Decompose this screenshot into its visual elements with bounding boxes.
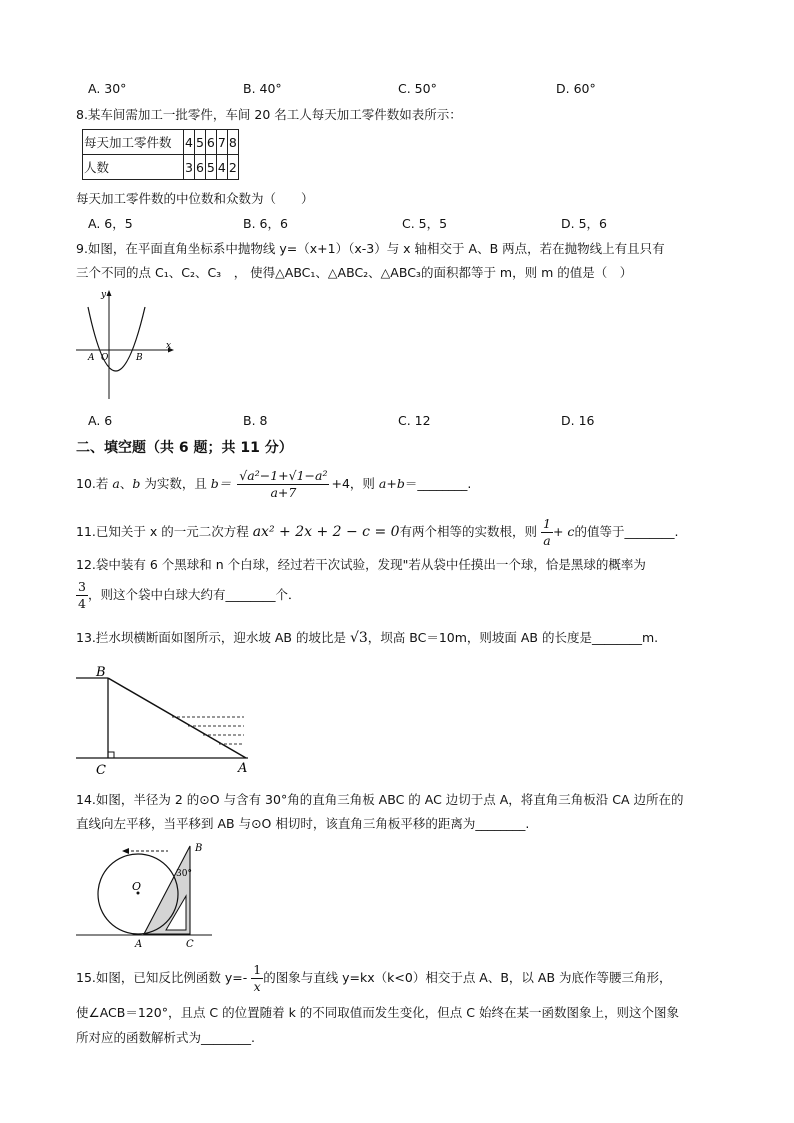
q9-line-1: 9.如图，在平面直角坐标系中抛物线 y=（x+1）（x-3）与 x 轴相交于 A、B 两点，若在抛物线上有且只有 xyxy=(76,241,665,256)
q15-line-2: 使∠ACB＝120°，且点 C 的位置随着 k 的不同取值而发生变化，但点 C 始终在某一函数图象上，则这个图象 xyxy=(76,1005,679,1020)
q7-option-b[interactable]: B. 40° xyxy=(243,81,282,96)
q15-line-3: 所对应的函数解析式为________. xyxy=(76,1030,255,1045)
q9-option-c[interactable]: C. 12 xyxy=(398,413,431,428)
q11-tail: 的值等于________. xyxy=(574,524,679,539)
table-cell: 7 xyxy=(216,130,227,155)
dam-cross-section xyxy=(74,660,274,778)
q8-option-a[interactable]: A. 6，5 xyxy=(88,216,133,231)
x-axis-label: x xyxy=(166,341,172,351)
q15-prefix: 15.如图，已知反比例函数 y=- xyxy=(76,970,248,985)
section-heading: 二、填空题（共 6 题；共 11 分） xyxy=(76,440,293,456)
table-cell: 人数 xyxy=(83,155,184,180)
q12-fraction xyxy=(76,579,88,612)
table-cell: 2 xyxy=(227,155,238,180)
q8-option-b[interactable]: B. 6，6 xyxy=(243,216,288,231)
q10-tail: ＝________. xyxy=(404,476,472,491)
point-a-label: A xyxy=(88,353,95,363)
q8-stem: 8.某车间需加工一批零件，车间 20 名工人每天加工零件数如表所示： xyxy=(76,107,462,122)
q15-fraction xyxy=(251,962,263,995)
q10-sep: 、 xyxy=(119,476,133,491)
table-cell: 5 xyxy=(205,155,216,180)
q13-tail: ，坝高 BC＝10m，则坡面 AB 的长度是________m. xyxy=(367,630,659,645)
table-row xyxy=(83,130,239,155)
label-a: A xyxy=(238,761,248,776)
q10-fraction xyxy=(237,468,329,501)
table-cell: 4 xyxy=(216,155,227,180)
q11-plus-c: + c xyxy=(552,524,575,539)
table-cell: 3 xyxy=(184,155,195,180)
origin-label: O xyxy=(101,353,109,363)
q11-frac-num: 1 xyxy=(543,516,551,531)
q7-option-a[interactable]: A. 30° xyxy=(88,81,127,96)
q7-option-d[interactable]: D. 60° xyxy=(556,81,596,96)
circle-triangle-figure xyxy=(76,838,216,950)
q8-question: 每天加工零件数的中位数和众数为（ ） xyxy=(76,191,314,206)
q7-option-c[interactable]: C. 50° xyxy=(398,81,437,96)
q11-fraction xyxy=(541,516,553,549)
q12-line-2 xyxy=(76,579,300,612)
point-b-label: B xyxy=(136,353,143,363)
table-cell: 每天加工零件数 xyxy=(83,130,184,155)
q12-line-1: 12.袋中装有 6 个黑球和 n 个白球，经过若干次试验，发现"若从袋中任摸出一个球，恰是黑球的概率为 xyxy=(76,557,646,572)
q12-frac-num: 3 xyxy=(78,579,86,594)
table-cell: 4 xyxy=(184,130,195,155)
label-c: C xyxy=(96,763,106,778)
q10-a-plus-b: a+b xyxy=(378,476,405,491)
y-axis-label: y xyxy=(101,290,107,300)
q15-frac-num: 1 xyxy=(253,962,262,977)
q13-prefix: 13.拦水坝横断面如图所示，迎水坡 AB 的坡比是 xyxy=(76,630,350,645)
q13-text xyxy=(76,628,658,646)
angle-label: 30° xyxy=(176,869,192,879)
label-o: O xyxy=(132,880,142,893)
label-c: C xyxy=(186,939,194,950)
q9-option-b[interactable]: B. 8 xyxy=(243,413,268,428)
q13-sqrt: √3 xyxy=(349,630,368,646)
table-cell: 8 xyxy=(227,130,238,155)
q9-line-2: 三个不同的点 C₁、C₂、C₃ ， 使得△ABC₁、△ABC₂、△ABC₃的面积都等于 m，则 m 的值是（ ） xyxy=(76,265,633,280)
q10-text xyxy=(76,468,471,501)
q10-mid: 为实数，且 xyxy=(140,476,211,491)
q11-equation: ax² + 2x + 2 − c = 0 xyxy=(252,524,400,540)
q9-option-a[interactable]: A. 6 xyxy=(88,413,113,428)
q10-b-eq: b＝ xyxy=(210,476,232,491)
q8-data-table xyxy=(82,129,239,180)
table-cell: 6 xyxy=(205,130,216,155)
q14-line-2: 直线向左平移，当平移到 AB 与⊙O 相切时，该直角三角板平移的距离为________. xyxy=(76,816,530,831)
q10-var-b: b xyxy=(132,476,141,491)
parabola-graph xyxy=(76,287,176,401)
table-cell: 5 xyxy=(194,130,205,155)
q15-tail: 的图象与直线 y=kx（k<0）相交于点 A、B，以 AB 为底作等腰三角形， xyxy=(263,970,672,985)
q15-line-1 xyxy=(76,962,672,995)
q8-option-c[interactable]: C. 5，5 xyxy=(402,216,448,231)
right-angle-mark xyxy=(108,752,114,758)
slope-ab xyxy=(108,678,246,758)
left-arrow-icon xyxy=(122,848,129,854)
q15-frac-den: x xyxy=(253,979,261,994)
q12-frac-den: 4 xyxy=(78,596,86,611)
table-cell: 6 xyxy=(194,155,205,180)
q11-frac-den: a xyxy=(543,533,551,548)
y-axis-arrow-icon xyxy=(107,290,112,296)
label-b: B xyxy=(96,665,106,680)
q10-prefix: 10.若 xyxy=(76,476,113,491)
q10-after: +4，则 xyxy=(331,476,379,491)
q9-option-d[interactable]: D. 16 xyxy=(561,413,595,428)
label-a: A xyxy=(135,939,143,950)
q10-var-a: a xyxy=(112,476,120,491)
q14-line-1: 14.如图，半径为 2 的⊙O 与含有 30°角的直角三角板 ABC 的 AC 边切于点 A，将直角三角板沿 CA 边所在的 xyxy=(76,792,684,807)
label-b: B xyxy=(195,843,203,854)
q11-text xyxy=(76,516,678,549)
q11-prefix: 11.已知关于 x 的一元二次方程 xyxy=(76,524,253,539)
table-row xyxy=(83,155,239,180)
q11-mid: 有两个相等的实数根，则 xyxy=(399,524,542,539)
q10-numerator: √a²−1+√1−a² xyxy=(239,468,328,483)
q12-tail: ，则这个袋中白球大约有________个． xyxy=(87,587,301,602)
q8-option-d[interactable]: D. 5，6 xyxy=(561,216,607,231)
q10-denominator: a+7 xyxy=(270,485,297,500)
